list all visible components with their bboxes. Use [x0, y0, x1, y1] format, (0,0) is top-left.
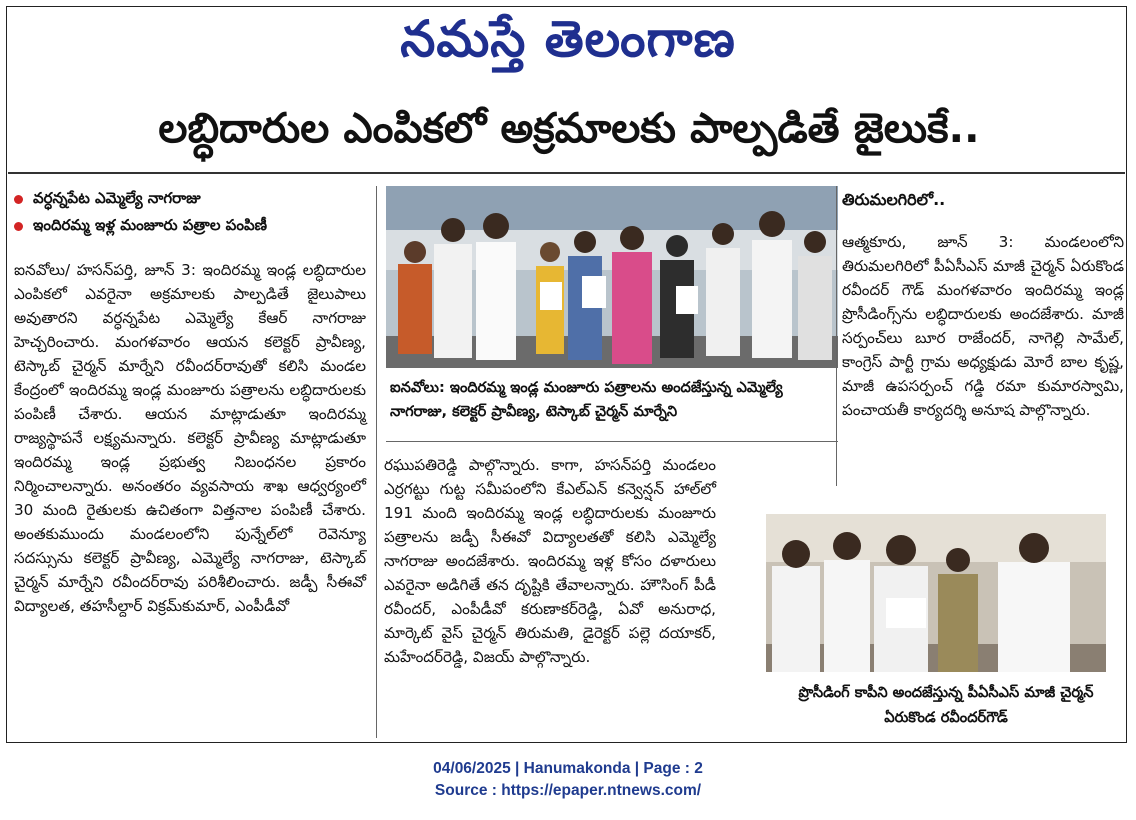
news-photo-proceedings: [766, 514, 1106, 672]
bullet-text: ఇందిరమ్మ ఇళ్ల మంజూరు పత్రాల పంపిణీ: [33, 215, 268, 234]
news-photo-distribution: [386, 186, 838, 368]
footer-date-edition: 04/06/2025 | Hanumakonda | Page : 2: [433, 760, 703, 777]
bullet-dot-icon: [14, 222, 23, 231]
column-divider: [376, 186, 377, 738]
subheadline-bullets: [14, 186, 364, 240]
page-footer: [0, 758, 1136, 802]
bullet-item: [14, 186, 364, 213]
article-headline: లబ్ధిదారుల ఎంపికలో అక్రమాలకు పాల్పడితే జైలుకే..: [158, 104, 980, 152]
bullet-item: [14, 213, 364, 240]
photo-2-caption: ప్రొసీడింగ్ కాపీని అందజేస్తున్న పీఏసీఎస్ మాజీ చైర్మన్ ఏరుకొండ రవీందర్‌గౌడ్: [798, 684, 1094, 726]
bullet-dot-icon: [14, 195, 23, 204]
bullet-text: వర్ధన్నపేట ఎమ్మెల్యే నాగరాజు: [33, 188, 201, 207]
article-column-2: [384, 453, 716, 669]
headline-rule: [8, 172, 1125, 174]
column-3-text: ఆత్మకూరు, జూన్ 3: మండలంలోని తిరుమలగిరిలో పీఏసీఎస్ మాజీ చైర్మన్ ఏరుకొండ రవీందర్ గౌడ్ మంగళవారం ఇందిరమ్మ ఇండ్ల ప్రొసీడింగ్స్‌ను లబ్ధిదారులకు అందజేశారు. మాజీ సర్పంచ్‌లు బూర రాజేందర్, నాగెల్లి సామేల్, కాంగ్రెస్ పార్టీ గ్రామ అధ్యక్షుడు మోరే బాల కృష్ణ, మాజీ ఉపసర్పంచ్ గడ్డి రమా కుమారస్వామి, పంచాయతీ కార్యదర్శి అనూష పాల్గొన్నారు.: [842, 233, 1124, 419]
column-divider: [836, 186, 837, 486]
photo-1-caption: ఐనవోలు: ఇందిరమ్మ ఇండ్ల మంజూరు పత్రాలను అందజేస్తున్న ఎమ్మెల్యే నాగరాజు, కలెక్టర్ ప్రావీణ్య, టెస్కాబ్ చైర్మన్ మార్నేని: [390, 379, 783, 420]
section-subheading: తిరుమలగిరిలో..: [842, 190, 946, 209]
article-column-3: [842, 230, 1124, 422]
column-1-text: ఐనవోలు/ హసన్‌పర్తి, జూన్ 3: ఇందిరమ్మ ఇండ్ల లబ్ధిదారుల ఎంపికలో ఎవరైనా అక్రమాలకు పాల్పడితే జైలుపాలు అవుతారని వర్ధన్నపేట ఎమ్మెల్యే కేఆర్ నాగరాజు హెచ్చరించారు. మంగళవారం ఆయన కలెక్టర్ ప్రావీణ్య, టెస్కాబ్ చైర్మన్ మార్నేని రవీందర్‌రావుతో కలిసి మండల కేంద్రంలో ఇందిరమ్మ ఇండ్ల మంజూరు పత్రాలను లబ్ధిదారులకు పంపిణీ చేశారు. ఆయన మాట్లాడుతూ ఇందిరమ్మ రాజ్యస్థాపనే లక్ష్యమన్నారు. కలెక్టర్ ప్రావీణ్య మాట్లాడుతూ ఇందిరమ్మ ఇండ్ల ప్రభుత్వ నిబంధనల ప్రకారం నిర్మించాలన్నారు. అనంతరం వ్యవసాయ శాఖ ఆధ్వర్యంలో 30 మంది రైతులకు ఉచితంగా విత్తనాల పంపిణీ చేశారు. అంతకుముందు మండలంలోని పున్నేల్‌లో రెవెన్యూ సదస్సును కలెక్టర్ ప్రావీణ్య, ఎమ్మెల్యే నాగరాజు, టెస్కాబ్ చైర్మన్ మార్నేని రవీందర్‌రావు పరిశీలించారు. జడ్పీ సీఈవో విద్యాలత, తహసీల్దార్ విక్రమ్‌కుమార్, ఎంపీడీవో: [14, 261, 366, 615]
column-2-text: రఘుపతిరెడ్డి పాల్గొన్నారు. కాగా, హసన్‌పర్తి మండలం ఎర్రగట్టు గుట్ట సమీపంలోని కేఎల్‌ఎన్ కన్వెన్షన్ హాల్‌లో 191 మంది ఇందిరమ్మ ఇండ్ల లబ్ధిదారులకు మంజూరు పత్రాలను జడ్పీ సీఈవో విద్యాలతతో కలిసి ఎమ్మెల్యే నాగరాజు అందజేశారు. ఇందిరమ్మ ఇళ్ల కోసం దళారులు ఎవరైనా అడిగితే తన దృష్టికి తేవాలన్నారు. హౌసింగ్ పీడీ రవీందర్, ఎంపీడీవో కరుణాకర్‌రెడ్డి, ఏవో అనురాధ, మార్కెట్ వైస్ చైర్మన్ తిరుమతి, డైరెక్టర్ పల్లె దయాకర్, మహేందర్‌రెడ్డి, విజయ్ పాల్గొన్నారు.: [384, 456, 716, 666]
newspaper-masthead: నమస్తే తెలంగాణ: [400, 10, 736, 68]
caption-rule: [386, 441, 838, 442]
footer-source-link[interactable]: Source : https://epaper.ntnews.com/: [434, 782, 702, 799]
article-column-1: [14, 258, 366, 618]
